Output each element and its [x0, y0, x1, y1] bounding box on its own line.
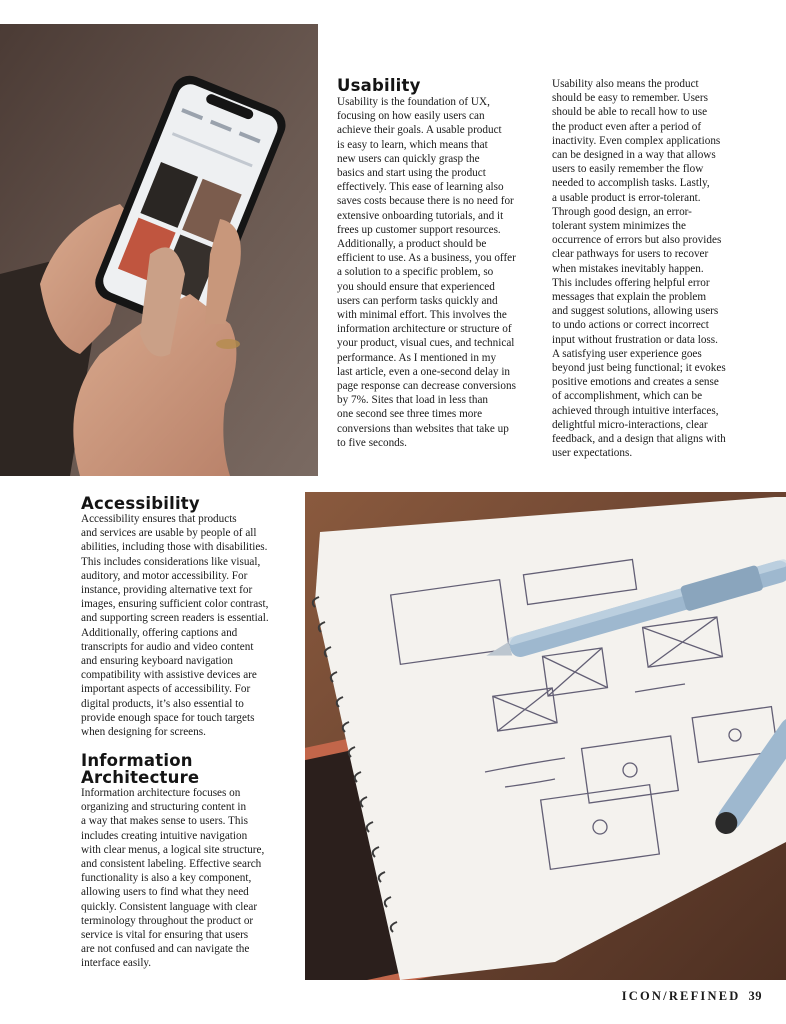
text-line: frees up customer support resources.	[337, 223, 501, 236]
text-line: a usable product is error-tolerant.	[552, 191, 701, 204]
text-line: last article, even a one-second delay in	[337, 365, 511, 378]
text-line: and consistent labeling. Effective search	[81, 858, 262, 871]
text-line: messages that explain the problem	[552, 291, 707, 304]
text-line: the product even after a period of	[552, 120, 702, 133]
text-line: quickly. Consistent language with clear	[81, 900, 258, 913]
text-line: should be able to recall how to use	[552, 106, 708, 119]
text-line: and suggest solutions, allowing users	[552, 305, 719, 318]
text-line: Through good design, an error-	[552, 205, 692, 218]
text-line: performance. As I mentioned in my	[337, 351, 497, 364]
information-architecture-heading	[81, 752, 264, 786]
text-line: with clear menus, a logical site structure,	[81, 843, 265, 856]
text-line: new users can quickly grasp the	[337, 152, 480, 165]
text-line: includes creating intuitive navigation	[81, 829, 248, 842]
accessibility-heading: Accessibility	[81, 494, 200, 513]
wireframe-sketch-photo	[305, 492, 786, 980]
text-line: when designing for screens.	[81, 726, 206, 739]
text-line: digital products, it’s also essential to	[81, 697, 244, 710]
text-line: images, ensuring sufficient color contrast,	[81, 598, 269, 611]
text-line: clear pathways for users to recover	[552, 248, 709, 261]
text-line: to five seconds.	[337, 436, 407, 449]
text-line: tolerant system minimizes the	[552, 220, 686, 233]
text-line: input without frustration or data loss.	[552, 333, 718, 346]
text-line: is easy to learn, which means that	[337, 138, 488, 151]
text-line: user expectations.	[552, 447, 633, 460]
text-line: and supporting screen readers is essential.	[81, 612, 269, 625]
text-line: organizing and structuring content in	[81, 801, 247, 814]
usability-column-2	[552, 77, 726, 460]
text-line: and ensuring keyboard navigation	[81, 655, 233, 668]
text-line: are not confused and can navigate the	[81, 943, 250, 956]
text-line: page response can decrease conversions	[337, 380, 516, 393]
text-line: should be easy to remember. Users	[552, 92, 708, 105]
text-line: one second see three times more	[337, 408, 483, 421]
text-line: achieved through intuitive interfaces,	[552, 404, 719, 417]
text-line: saves costs because there is no need for	[337, 195, 514, 208]
text-line: information architecture or structure of	[337, 323, 512, 336]
text-line: Usability is the foundation of UX,	[337, 96, 490, 108]
text-line: positive emotions and creates a sense	[552, 376, 719, 389]
text-line: service is vital for ensuring that users	[81, 929, 249, 942]
text-line: instance, providing alternative text for	[81, 584, 253, 597]
text-line: users to easily remember the flow	[552, 163, 704, 176]
text-line: This includes considerations like visual,	[81, 555, 261, 568]
text-line: you should ensure that experienced	[337, 280, 495, 293]
accessibility-section	[81, 495, 269, 739]
text-line: feedback, and a design that aligns with	[552, 433, 726, 446]
text-line: with minimal effort. This involves the	[337, 309, 507, 322]
text-line: compatibility with assistive devices are	[81, 669, 257, 682]
text-line: important aspects of accessibility. For	[81, 683, 251, 696]
text-line: provide enough space for touch targets	[81, 711, 255, 724]
text-line: Accessibility ensures that products	[81, 513, 237, 525]
text-line: extensive onboarding tutorials, and it	[337, 209, 504, 222]
text-line: users can perform tasks quickly and	[337, 294, 498, 307]
text-line: needed to accomplish tasks. Lastly,	[552, 177, 710, 190]
text-line: and services are usable by people of all	[81, 527, 257, 540]
text-line: when mistakes inevitably happen.	[552, 262, 704, 275]
usability-column-1	[337, 95, 516, 450]
text-line: interface easily.	[81, 957, 152, 970]
usability-heading: Usability	[337, 76, 421, 95]
text-line: transcripts for audio and video content	[81, 640, 254, 653]
text-line: This includes offering helpful error	[552, 276, 710, 289]
text-line: beyond just being functional; it evokes	[552, 362, 726, 375]
information-architecture-body	[81, 786, 264, 971]
text-line: basics and start using the product	[337, 167, 486, 180]
text-line: focusing on how easily users can	[337, 110, 485, 123]
text-line: achieve their goals. A usable product	[337, 124, 502, 137]
information-architecture-section	[81, 752, 264, 971]
heading-line: Architecture	[81, 768, 200, 787]
text-line: abilities, including those with disabilities.	[81, 541, 268, 554]
text-line: a way that makes sense to users. This	[81, 815, 248, 828]
text-line: inactivity. Even complex applications	[552, 134, 721, 147]
heading-line: Information	[81, 751, 193, 770]
text-line: effectively. This ease of learning also	[337, 181, 504, 194]
text-line: occurrence of errors but also provides	[552, 234, 722, 247]
text-line: Information architecture focuses on	[81, 787, 241, 799]
text-line: of accomplishment, which can be	[552, 390, 703, 403]
text-line: Additionally, offering captions and	[81, 626, 238, 639]
text-line: efficient to use. As a business, you offer	[337, 252, 516, 265]
text-line: to undo actions or correct incorrect	[552, 319, 709, 332]
text-line: auditory, and motor accessibility. For	[81, 569, 248, 582]
text-line: conversions than websites that take up	[337, 422, 509, 435]
text-line: Additionally, a product should be	[337, 238, 487, 251]
text-line: allowing users to find what they need	[81, 886, 249, 899]
publication-name: ICON/REFINED	[621, 989, 741, 1003]
text-line: Usability also means the product	[552, 78, 699, 90]
accessibility-body	[81, 512, 269, 739]
usability-section	[337, 77, 421, 94]
text-line: A satisfying user experience goes	[552, 347, 702, 360]
text-line: your product, visual cues, and technical	[337, 337, 515, 350]
text-line: by 7%. Sites that load in less than	[337, 394, 489, 407]
text-line: delightful micro-interactions, clear	[552, 418, 708, 431]
page-footer	[622, 989, 762, 1004]
text-line: terminology throughout the product or	[81, 914, 254, 927]
text-line: functionality is also a key component,	[81, 872, 252, 885]
text-line: a solution to a specific problem, so	[337, 266, 494, 279]
page-number: 39	[748, 989, 762, 1003]
phone-photo	[0, 24, 318, 476]
text-line: can be designed in a way that allows	[552, 149, 716, 162]
